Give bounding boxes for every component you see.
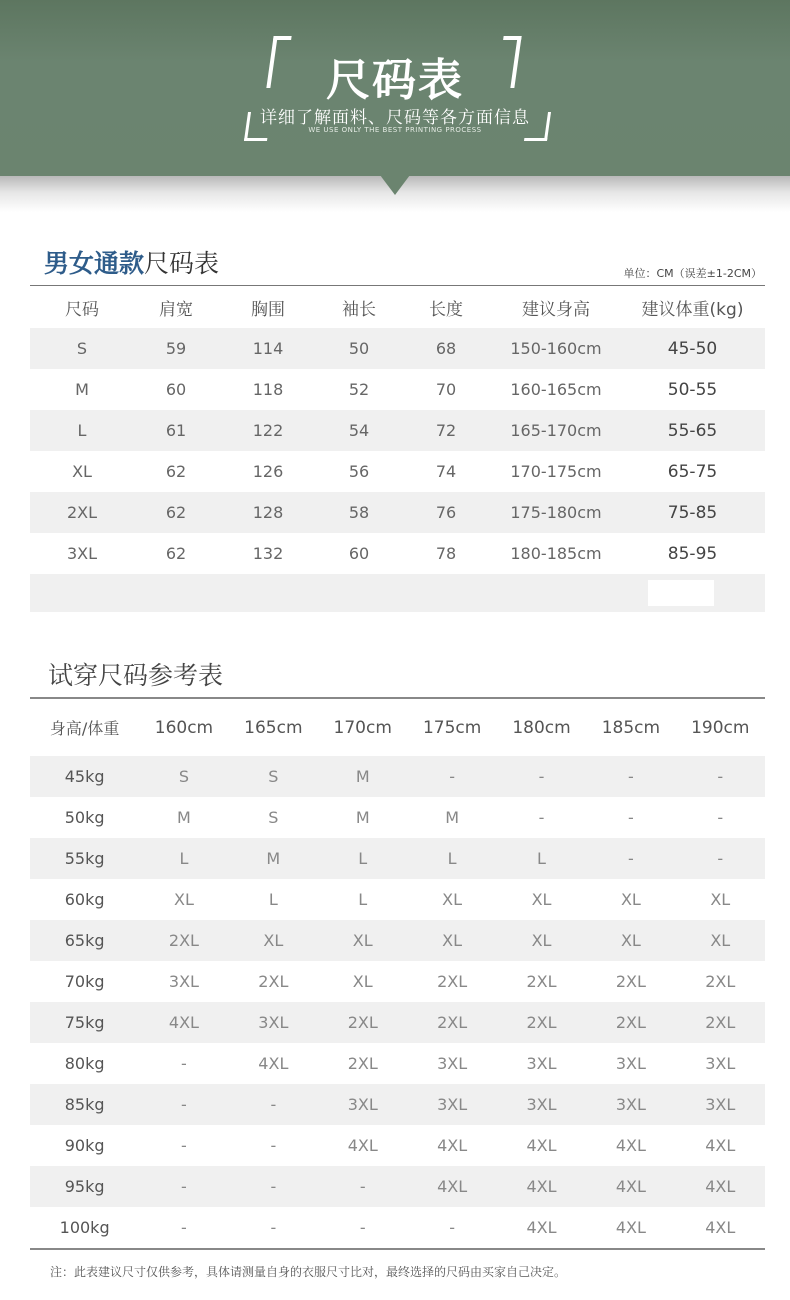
header-cell: 165cm (244, 717, 303, 738)
table-cell: XL (442, 931, 463, 950)
table-cell: 3XL (615, 1095, 646, 1114)
banner-english-caption: WE USE ONLY THE BEST PRINTING PROCESS (308, 126, 482, 134)
table-row (30, 1084, 765, 1125)
table-cell: 2XL (526, 972, 557, 991)
table-cell: - (181, 1177, 187, 1196)
table-cell: 4XL (615, 1218, 646, 1237)
table-cell: - (359, 1177, 366, 1196)
table-cell: - (181, 1218, 187, 1237)
trial-chart-header-row (30, 699, 765, 756)
table-cell: 62 (165, 544, 187, 563)
table-cell: 3XL (705, 1054, 736, 1073)
table-cell: 4XL (437, 1136, 468, 1155)
table-row (30, 879, 765, 920)
header-cell: 175cm (422, 717, 482, 738)
table-row (30, 533, 765, 574)
table-cell: 45-50 (667, 338, 718, 359)
table-cell: 52 (348, 380, 370, 399)
header-cell: 185cm (601, 717, 661, 738)
table-cell: - (628, 767, 634, 786)
table-cell: 114 (252, 339, 284, 358)
table-cell: L (358, 849, 368, 868)
table-cell: 3XL (526, 1054, 557, 1073)
table-cell: 3XL (705, 1095, 736, 1114)
table-cell: 175-180cm (510, 503, 602, 522)
row-label: 50kg (64, 808, 105, 827)
table-row (30, 797, 765, 838)
table-cell: 4XL (168, 1013, 199, 1032)
table-cell: 4XL (526, 1218, 557, 1237)
header-cell: 袖长 (342, 299, 376, 320)
table-row (30, 492, 765, 533)
table-cell: 50-55 (667, 379, 718, 400)
table-cell: 85-95 (667, 543, 718, 564)
banner-title: 尺码表 (326, 55, 464, 106)
size-chart-title-rest: 尺码表 (144, 249, 220, 278)
footnote: 注：此表建议尺寸仅供参考，具体请测量自身的衣服尺寸比对，最终选择的尺码由买家自己决定。 (50, 1265, 567, 1279)
table-cell: 3XL (437, 1054, 468, 1073)
table-cell: 4XL (258, 1054, 289, 1073)
table-cell: 2XL (705, 972, 736, 991)
table-cell: 78 (435, 544, 457, 563)
table-cell: M (177, 808, 191, 827)
table-cell: - (181, 1136, 187, 1155)
row-label: 45kg (64, 767, 105, 786)
table-cell: L (358, 890, 368, 909)
row-label: 75kg (64, 1013, 105, 1032)
table-cell: XL (710, 890, 731, 909)
header-cell: 170cm (333, 717, 392, 738)
table-cell: S (268, 808, 279, 827)
table-cell: S (178, 767, 190, 786)
table-cell: 2XL (615, 1013, 646, 1032)
table-cell: 4XL (705, 1218, 736, 1237)
table-cell: 4XL (526, 1136, 557, 1155)
table-empty-row (30, 574, 765, 612)
row-label: 60kg (64, 890, 105, 909)
table-cell: 126 (252, 462, 284, 481)
blank-cell (648, 580, 714, 606)
table-cell: 170-175cm (510, 462, 602, 481)
header-cell: 190cm (691, 717, 750, 738)
table-cell: 54 (348, 421, 370, 440)
size-chart-table (30, 285, 765, 612)
table-cell: - (270, 1136, 277, 1155)
table-row (30, 328, 765, 369)
table-cell: 60 (348, 544, 370, 563)
banner-pointer (380, 175, 410, 195)
size-chart-title-accent: 男女通款 (44, 249, 145, 278)
table-cell: - (181, 1054, 187, 1073)
table-cell: M (75, 380, 89, 399)
row-label: 90kg (64, 1136, 105, 1155)
table-cell: 2XL (347, 1013, 378, 1032)
size-chart-header-row (30, 286, 765, 328)
row-label: 85kg (64, 1095, 105, 1114)
header-cell: 180cm (512, 717, 571, 738)
table-row (30, 1166, 765, 1207)
table-row (30, 1043, 765, 1084)
table-row (30, 756, 765, 797)
table-cell: 2XL (66, 503, 98, 522)
table-cell: 150-160cm (510, 339, 602, 358)
table-cell: 2XL (347, 1054, 378, 1073)
table-cell: 60 (165, 380, 187, 399)
table-row (30, 369, 765, 410)
table-cell: 59 (165, 339, 187, 358)
table-cell: 122 (252, 421, 284, 440)
table-cell: 55-65 (667, 420, 718, 441)
table-cell: - (717, 767, 724, 786)
table-cell: - (449, 1218, 455, 1237)
table-cell: 4XL (437, 1177, 468, 1196)
table-cell: 2XL (258, 972, 289, 991)
table-cell: - (628, 849, 634, 868)
table-cell: 2XL (526, 1013, 557, 1032)
table-cell: 3XL (168, 972, 199, 991)
table-cell: - (449, 767, 455, 786)
table-cell: XL (174, 890, 194, 909)
table-cell: XL (531, 931, 552, 950)
table-row (30, 961, 765, 1002)
table-row (30, 1207, 765, 1248)
table-cell: - (538, 767, 545, 786)
table-cell: L (77, 421, 87, 440)
row-label: 80kg (64, 1054, 105, 1073)
table-cell: 4XL (615, 1136, 646, 1155)
table-cell: 70 (435, 380, 457, 399)
table-cell: 65-75 (667, 461, 718, 482)
table-row (30, 838, 765, 879)
table-cell: 4XL (615, 1177, 646, 1196)
table-row (30, 410, 765, 451)
table-cell: - (270, 1177, 277, 1196)
table-cell: 62 (165, 462, 187, 481)
table-cell: 72 (435, 421, 457, 440)
table-cell: 4XL (705, 1177, 736, 1196)
trial-chart-title: 试穿尺码参考表 (48, 661, 224, 690)
table-cell: 4XL (526, 1177, 557, 1196)
row-label: 70kg (64, 972, 105, 991)
table-cell: 4XL (705, 1136, 736, 1155)
table-cell: 180-185cm (510, 544, 602, 563)
table-cell: - (538, 808, 545, 827)
table-cell: 3XL (437, 1095, 468, 1114)
table-cell: XL (620, 931, 641, 950)
trial-chart-table (30, 697, 765, 1250)
table-cell: XL (352, 931, 373, 950)
table-cell: 3XL (258, 1013, 289, 1032)
table-cell: 4XL (347, 1136, 378, 1155)
table-cell: 62 (165, 503, 187, 522)
table-cell: 160-165cm (510, 380, 602, 399)
table-cell: 56 (348, 462, 370, 481)
table-cell: 2XL (705, 1013, 736, 1032)
table-cell: - (181, 1095, 187, 1114)
table-cell: XL (442, 890, 463, 909)
table-cell: - (270, 1218, 277, 1237)
table-cell: 3XL (615, 1054, 646, 1073)
table-cell: 3XL (347, 1095, 378, 1114)
table-row (30, 1002, 765, 1043)
table-cell: 74 (435, 462, 457, 481)
table-cell: 2XL (437, 1013, 468, 1032)
row-label: 55kg (64, 849, 105, 868)
table-cell: 132 (252, 544, 284, 563)
table-cell: S (268, 767, 279, 786)
table-cell: 3XL (66, 544, 98, 563)
header-cell: 建议体重(kg) (641, 299, 744, 320)
table-cell: S (76, 339, 88, 358)
row-label: 95kg (64, 1177, 105, 1196)
table-cell: XL (72, 462, 92, 481)
table-cell: 128 (252, 503, 284, 522)
table-row (30, 451, 765, 492)
table-cell: M (266, 849, 281, 868)
table-cell: - (359, 1218, 366, 1237)
header-cell: 肩宽 (159, 299, 193, 320)
table-cell: 2XL (168, 931, 199, 950)
table-cell: 61 (165, 421, 187, 440)
size-chart-title (44, 244, 219, 280)
header-cell: 建议身高 (522, 299, 590, 320)
table-cell: - (628, 808, 634, 827)
table-cell: 75-85 (667, 502, 718, 523)
table-cell: - (717, 849, 724, 868)
table-cell: M (445, 808, 460, 827)
table-cell: 2XL (437, 972, 468, 991)
table-cell: M (355, 808, 370, 827)
table-cell: 3XL (526, 1095, 557, 1114)
table-cell: 2XL (615, 972, 646, 991)
banner-subtitle: 详细了解面料、尺码等各方面信息 (260, 108, 530, 128)
header-cell: 身高/体重 (49, 719, 120, 738)
table-cell: L (447, 849, 457, 868)
header-cell: 尺码 (65, 299, 99, 320)
table-cell: 68 (435, 339, 457, 358)
header-cell: 长度 (429, 299, 463, 320)
table-cell: XL (263, 931, 284, 950)
table-cell: 58 (348, 503, 370, 522)
header-cell: 160cm (154, 717, 214, 738)
table-cell: XL (710, 931, 731, 950)
table-cell: XL (620, 890, 641, 909)
table-cell: XL (352, 972, 373, 991)
table-cell: L (268, 890, 278, 909)
table-cell: M (355, 767, 370, 786)
table-row (30, 1125, 765, 1166)
table-cell: 50 (348, 339, 370, 358)
table-cell: 165-170cm (510, 421, 602, 440)
table-cell: L (537, 849, 546, 868)
table-cell: - (717, 808, 724, 827)
row-label: 100kg (59, 1218, 110, 1237)
table-cell: L (179, 849, 189, 868)
table-cell: - (270, 1095, 277, 1114)
row-label: 65kg (64, 931, 105, 950)
table-cell: 118 (252, 380, 284, 399)
table-cell: XL (531, 890, 552, 909)
unit-note: 单位：CM（误差±1-2CM） (623, 267, 762, 280)
table-row (30, 920, 765, 961)
table-cell: 76 (435, 503, 457, 522)
header-cell: 胸围 (251, 299, 285, 320)
